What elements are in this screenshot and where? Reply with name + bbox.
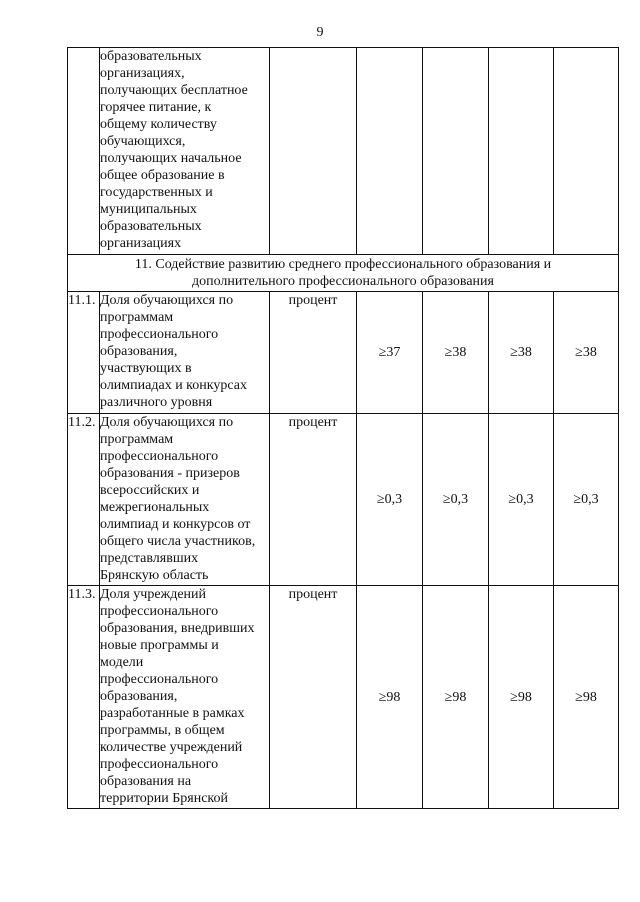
- description-line: участвующих в: [100, 361, 192, 376]
- description-line: количестве учреждений: [100, 740, 243, 755]
- description-line: Брянскую область: [100, 568, 209, 583]
- description-line: общему количеству: [100, 117, 217, 132]
- table-row: [68, 292, 619, 414]
- description-line: общее образование в: [100, 168, 225, 183]
- description-cell: [100, 292, 270, 414]
- value-cell: ≥98: [357, 586, 423, 809]
- value-cell: [423, 48, 489, 255]
- description-line: организациях,: [100, 66, 185, 81]
- description-cell: [100, 48, 270, 255]
- description-line: профессионального: [100, 757, 219, 772]
- description-line: образовательных: [100, 219, 202, 234]
- description-line: программам: [100, 432, 174, 447]
- description-line: муниципальных: [100, 202, 197, 217]
- description-line: профессионального: [100, 604, 219, 619]
- unit-cell: процент: [270, 586, 357, 809]
- description-line: территории Брянской: [100, 791, 229, 806]
- description-cell: [100, 586, 270, 809]
- description-line: олимпиад и конкурсов от: [100, 517, 251, 532]
- table-row: [68, 586, 619, 809]
- unit-cell: процент: [270, 414, 357, 586]
- description-line: получающих бесплатное: [100, 83, 248, 98]
- description-line: Доля учреждений: [100, 587, 207, 602]
- value-cell: [357, 48, 423, 255]
- value-cell: [489, 48, 554, 255]
- row-number: 11.2.: [68, 414, 100, 586]
- description-line: программы, в общем: [100, 723, 225, 738]
- description-line: образования,: [100, 689, 178, 704]
- description-line: образования, внедривших: [100, 621, 255, 636]
- table-row: [68, 414, 619, 586]
- value-cell: ≥0,3: [357, 414, 423, 586]
- page-number: 9: [316, 25, 324, 40]
- section-title-line: 11. Содействие развитию среднего профессионального образования и: [134, 257, 552, 272]
- description-line: горячее питание, к: [100, 100, 212, 115]
- description-line: различного уровня: [100, 395, 213, 410]
- section-title-line: дополнительного профессионального образования: [192, 274, 494, 289]
- description-line: межрегиональных: [100, 500, 210, 515]
- value-cell: ≥0,3: [423, 414, 489, 586]
- description-line: образования на: [100, 774, 192, 789]
- description-line: образования - призеров: [100, 466, 240, 481]
- value-cell: ≥0,3: [554, 414, 619, 586]
- value-cell: ≥38: [554, 292, 619, 414]
- description-line: получающих начальное: [100, 151, 242, 166]
- value-cell: ≥38: [423, 292, 489, 414]
- description-line: обучающихся,: [100, 134, 186, 149]
- number-cell: [68, 48, 100, 255]
- description-line: образования,: [100, 344, 178, 359]
- description-line: модели: [100, 655, 144, 670]
- description-line: всероссийских и: [100, 483, 200, 498]
- description-cell: [100, 414, 270, 586]
- description-line: образовательных: [100, 49, 202, 64]
- row-number: 11.3.: [68, 586, 100, 809]
- description-line: общего числа участников,: [100, 534, 256, 549]
- description-line: представлявших: [100, 551, 199, 566]
- section-header-row: [68, 255, 619, 292]
- description-line: программам: [100, 310, 174, 325]
- unit-cell: [270, 48, 357, 255]
- value-cell: ≥38: [489, 292, 554, 414]
- value-cell: ≥0,3: [489, 414, 554, 586]
- value-cell: ≥98: [489, 586, 554, 809]
- continuation-row: [68, 48, 619, 255]
- indicators-table: [67, 47, 619, 809]
- description-line: новые программы и: [100, 638, 219, 653]
- description-line: разработанные в рамках: [100, 706, 245, 721]
- value-cell: [554, 48, 619, 255]
- row-number: 11.1.: [68, 292, 100, 414]
- value-cell: ≥98: [423, 586, 489, 809]
- unit-cell: процент: [270, 292, 357, 414]
- value-cell: ≥37: [357, 292, 423, 414]
- description-line: Доля обучающихся по: [100, 415, 234, 430]
- description-line: организациях: [100, 236, 182, 251]
- section-title: [68, 255, 619, 292]
- description-line: профессионального: [100, 327, 219, 342]
- description-line: олимпиадах и конкурсах: [100, 378, 247, 393]
- description-line: профессионального: [100, 449, 219, 464]
- description-line: государственных и: [100, 185, 213, 200]
- value-cell: ≥98: [554, 586, 619, 809]
- description-line: профессионального: [100, 672, 219, 687]
- description-line: Доля обучающихся по: [100, 293, 234, 308]
